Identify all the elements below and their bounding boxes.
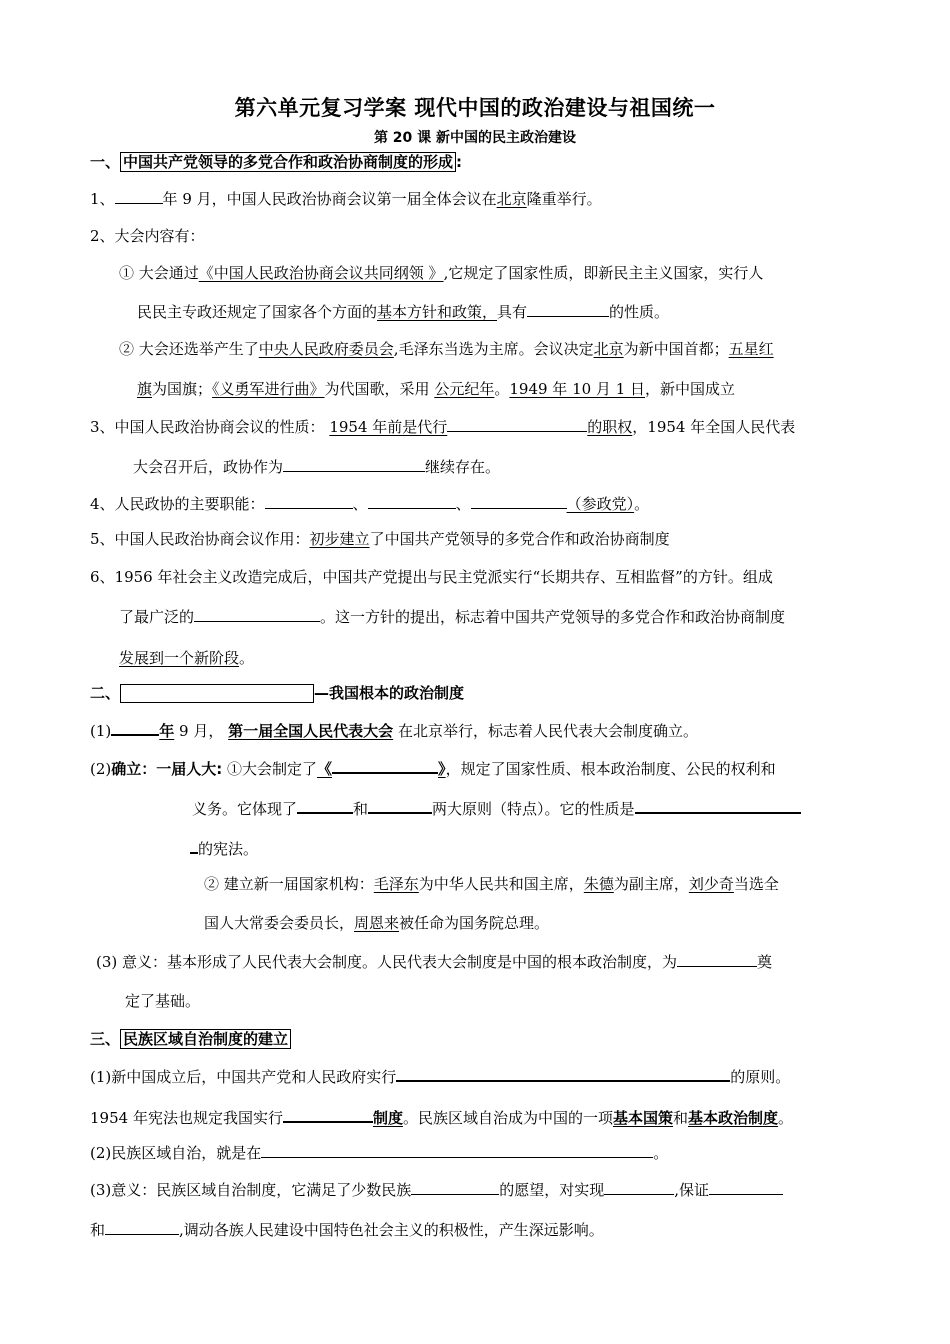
blank-field[interactable] — [115, 187, 163, 204]
item-6-cont2: 发展到一个新阶段。 — [119, 649, 255, 667]
blank-field[interactable] — [677, 950, 757, 967]
blank-field[interactable] — [194, 605, 320, 622]
blank-field[interactable] — [368, 492, 456, 509]
item-4: 4、人民政协的主要职能： 、 、 （参政党）。 — [90, 492, 649, 515]
item-2-2-cont: 旗为国旗；《义勇军进行曲》为代国歌，采用 公元纪年。1949 年 10 月 1 日，新中国成立 — [137, 380, 736, 398]
blank-field[interactable] — [111, 718, 159, 736]
item-3-cont: 大会召开后，政协作为 继续存在。 — [133, 455, 500, 478]
blank-field[interactable] — [332, 756, 438, 774]
page-title: 第六单元复习学案 现代中国的政治建设与祖国统一 — [234, 96, 716, 120]
section3-heading-box: 民族区域自治制度的建立 — [120, 1029, 291, 1049]
item-6: 6、1956 年社会主义改造完成后，中国共产党提出与民主党派实行“长期共存、互相监督”的方针。组成 — [90, 568, 773, 586]
item-1: 1、 年 9 月，中国人民政治协商会议第一届全体会议在北京隆重举行。 — [90, 187, 602, 210]
section3-heading: 三、 民族区域自治制度的建立 — [90, 1028, 291, 1050]
s2-item-2-2-cont: 国人大常委会委员长，周恩来被任命为国务院总理。 — [204, 914, 550, 932]
blank-field[interactable] — [297, 796, 353, 814]
blank-field[interactable] — [283, 455, 425, 472]
item-2-1: ① 大会通过《中国人民政治协商会议共同纲领 》,它规定了国家性质，即新民主主义国家，实行人 — [119, 264, 764, 282]
lesson-subtitle: 第 20 课 新中国的民主政治建设 — [373, 130, 577, 146]
item-2: 2、大会内容有： — [90, 227, 205, 245]
section2-heading: 二、 —我国根本的政治制度 — [90, 684, 465, 702]
section2-heading-blank[interactable] — [120, 684, 314, 703]
blank-field[interactable] — [283, 1105, 373, 1123]
s3-item-1: (1)新中国成立后，中国共产党和人民政府实行 的原则。 — [90, 1064, 790, 1088]
s2-item-2: (2)确立：一届人大: ①大会制定了《 》，规定了国家性质、根本政治制度、公民的权利和 — [90, 756, 776, 780]
s3-item-1-cont: 1954 年宪法也规定我国实行 制度。民族区域自治成为中国的一项基本国策和基本政治制度。 — [90, 1105, 793, 1129]
s2-item-2-cont2: 的宪法。 — [190, 836, 258, 860]
blank-field[interactable] — [396, 1064, 730, 1082]
s3-item-2: (2)民族区域自治，就是在 。 — [90, 1141, 668, 1164]
blank-field[interactable] — [265, 492, 353, 509]
blank-field[interactable] — [411, 1178, 499, 1195]
section1-heading-box: 中国共产党领导的多党合作和政治协商制度的形成 — [120, 152, 456, 172]
section1-heading: 一、 中国共产党领导的多党合作和政治协商制度的形成 : — [90, 153, 463, 171]
s2-item-3-cont: 定了基础。 — [125, 992, 201, 1010]
blank-field[interactable] — [635, 796, 801, 814]
s2-item-2-2: ② 建立新一届国家机构：毛泽东为中华人民共和国主席，朱德为副主席，刘少奇当选全 — [204, 875, 779, 893]
blank-field[interactable] — [105, 1218, 179, 1235]
item-3: 3、中国人民政治协商会议的性质： 1954 年前是代行 的职权，1954 年全国人民代表 — [90, 415, 795, 438]
item-6-cont: 了最广泛的 。这一方针的提出，标志着中国共产党领导的多党合作和政治协商制度 — [119, 605, 785, 628]
blank-field[interactable] — [190, 836, 198, 854]
blank-field[interactable] — [471, 492, 567, 509]
item-2-1-cont: 民民主专政还规定了国家各个方面的基本方针和政策，具有 的性质。 — [137, 300, 669, 323]
s3-item-3-cont: 和 ,调动各族人民建设中国特色社会主义的积极性，产生深远影响。 — [90, 1218, 604, 1241]
blank-field[interactable] — [368, 796, 432, 814]
blank-field[interactable] — [604, 1178, 674, 1195]
item-2-2: ② 大会还选举产生了中央人民政府委员会,毛泽东当选为主席。会议决定北京为新中国首都；五星红 — [119, 340, 774, 358]
s2-item-2-cont: 义务。它体现了 和 两大原则（特点）。它的性质是 — [192, 796, 801, 820]
blank-field[interactable] — [527, 300, 609, 317]
blank-field[interactable] — [447, 415, 587, 432]
s3-item-3: (3)意义：民族区域自治制度，它满足了少数民族 的愿望，对实现 ,保证 — [90, 1178, 783, 1201]
s2-item-3: (3) 意义：基本形成了人民代表大会制度。人民代表大会制度是中国的根本政治制度，为 奠 — [96, 950, 772, 973]
s2-item-1: (1) 年 9 月， 第一届全国人民代表大会 在北京举行，标志着人民代表大会制度确立。 — [90, 718, 698, 742]
blank-field[interactable] — [261, 1141, 653, 1158]
blank-field[interactable] — [709, 1178, 783, 1195]
item-5: 5、中国人民政治协商会议作用：初步建立了中国共产党领导的多党合作和政治协商制度 — [90, 530, 670, 548]
